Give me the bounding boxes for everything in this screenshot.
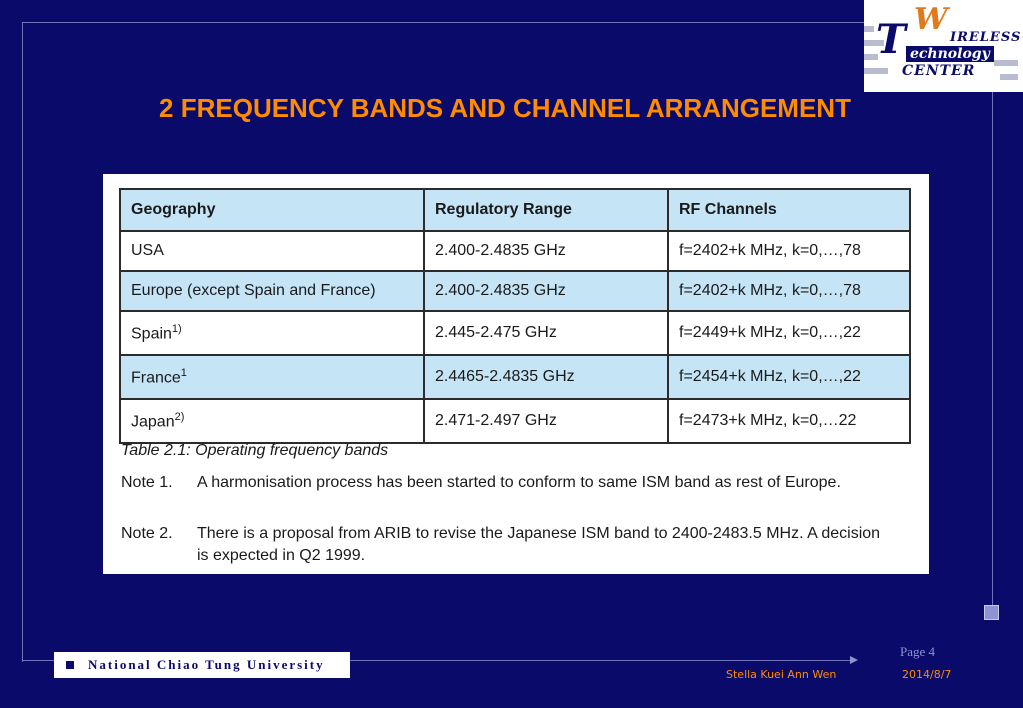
cell-channels: f=2402+k MHz, k=0,…,78 [668, 271, 910, 311]
logo-w-letter: W [914, 2, 948, 37]
frame-line-left [22, 22, 23, 662]
table-row [120, 311, 910, 355]
cell-geography [120, 271, 424, 311]
page-number: Page 4 [900, 644, 936, 659]
logo-technology-text: echnology [906, 46, 994, 62]
cell-geography [120, 311, 424, 355]
footnote-marker: 1) [171, 322, 182, 335]
cell-range: 2.471-2.497 GHz [424, 399, 668, 443]
cell-range: 2.400-2.4835 GHz [424, 271, 668, 311]
frequency-table-figure [103, 174, 929, 574]
cell-range: 2.4465-2.4835 GHz [424, 355, 668, 399]
table-row [120, 399, 910, 443]
cell-channels: f=2402+k MHz, k=0,…,78 [668, 231, 910, 271]
geo-name: Europe (except Spain and France) [131, 282, 376, 299]
header-geography: Geography [120, 189, 424, 231]
header-regulatory-range: Regulatory Range [424, 189, 668, 231]
frequency-bands-table [119, 188, 911, 444]
cell-channels: f=2473+k MHz, k=0,…22 [668, 399, 910, 443]
arrow-head-icon [850, 656, 858, 664]
slide-title: 2 FREQUENCY BANDS AND CHANNEL ARRANGEMENT [159, 93, 851, 123]
university-name: National Chiao Tung University [88, 657, 325, 672]
wireless-technology-center-logo [864, 0, 1023, 92]
table-header-row [120, 189, 910, 231]
cell-geography [120, 231, 424, 271]
corner-square-icon [984, 605, 999, 620]
geo-name: Spain [131, 325, 172, 343]
slide-date: 2014/8/7 [902, 668, 952, 681]
cell-range: 2.445-2.475 GHz [424, 311, 668, 355]
bullet-square-icon [66, 661, 74, 669]
cell-geography [120, 355, 424, 399]
note-text: A harmonisation process has been started to conform to same ISM band as rest of Europe. [197, 474, 841, 491]
logo-t-letter: T [876, 16, 906, 63]
logo-center-text: CENTER [902, 63, 976, 79]
cell-channels: f=2454+k MHz, k=0,…,22 [668, 355, 910, 399]
author-name: Stella Kuei Ann Wen [726, 668, 837, 681]
logo-wireless-text: IRELESS [950, 30, 1022, 45]
table-row [120, 271, 910, 311]
footnote-marker: 2) [174, 410, 185, 423]
header-rf-channels: RF Channels [668, 189, 910, 231]
cell-geography [120, 399, 424, 443]
geo-name: USA [131, 242, 164, 259]
note-1 [121, 472, 881, 494]
frame-line-top [22, 22, 992, 23]
table-row [120, 355, 910, 399]
note-label: Note 1. [121, 474, 173, 491]
table-row [120, 231, 910, 271]
note-2 [121, 523, 881, 567]
note-text: There is a proposal from ARIB to revise the Japanese ISM band to 2400-2483.5 MHz. A decision is expected in Q2 1999. [197, 525, 881, 564]
cell-channels: f=2449+k MHz, k=0,…,22 [668, 311, 910, 355]
cell-range: 2.400-2.4835 GHz [424, 231, 668, 271]
university-footer [54, 652, 350, 678]
geo-name: France [131, 369, 181, 387]
footnote-marker: 1 [180, 366, 187, 379]
note-label: Note 2. [121, 525, 173, 542]
geo-name: Japan [131, 413, 175, 431]
frame-line-right [992, 22, 993, 612]
table-caption: Table 2.1: Operating frequency bands [121, 442, 389, 459]
